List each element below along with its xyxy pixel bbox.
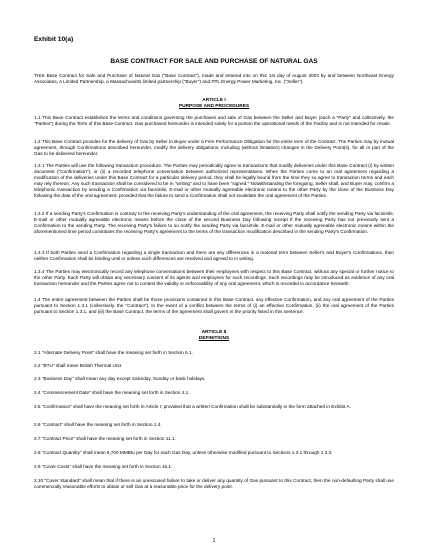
article-1-title: PURPOSE AND PROCEDURES (178, 104, 250, 109)
definition-2-2: 2.2 "BTU" shall mean British Thermal Unit. (34, 363, 123, 368)
section-1-2: 1.2 This Base Contract provides for the delivery of Gas by Seller to Buyer under a Firm Performance Obligation for the entire term of the Contract. The Parties may by mutual agreement, through Confirmations described hereunder, modify the delivery obligations, including (without limitation) changes in the Delivery Point(s), for all or part of the Gas to be delivered hereunder. (34, 139, 394, 156)
article-1-number: ARTICLE I (202, 98, 226, 103)
section-1-4: 1.4 The entire agreement between the Parties shall be those provisions contained in this Base Contract, any effective Confirmation, and any oral agreement of the Parties pursuant to Section 1.3.1 (collectively, the "Contract"). In the event of a conflict between the terms of (i) an effective Confirmation, (ii) the oral agreement of the Parties pursuant to Section 1.3.1, and (iii) the Base Contract, the terms of the agreement shall govern in the priority listed in this sentence. (34, 297, 394, 314)
section-1-3-3: 1.3.3 If both Parties send a Confirmation regarding a single transaction and there are any differences in a material term between Seller's and Buyer's Confirmations, then neither Confirmation shall be binding until or unless such differences are resolved and agreed to in writing. (34, 250, 394, 261)
page-number: 1 (212, 538, 216, 544)
definition-2-10: 2.10 "Cover Standard" shall mean that if there is an unexcused failure to take or deliver any quantity of Gas pursuant to this Contract, then the non-defaulting Party shall use commercially reasonable efforts to obtain or sell Gas at a reasonable price for the delivery point. (34, 478, 394, 489)
section-1-3-4: 1.3.4 The Parties may electronically record any telephone conversations between their employees with respect to this Base Contract, without any special or further notice to the other Party. Each Party will obtain any necessary consent of its agents and employees for such recordings. Such recordings may be introduced as evidence of any oral transaction hereunder and the Parties agree not to contest the validity or enforceability of any oral agreement, which is recorded in accordance herewith. (34, 269, 394, 286)
definition-2-3: 2.3 "Business Day" shall mean any day except Saturday, Sunday or bank holidays. (34, 376, 206, 381)
exhibit-label: Exhibit 10(a) (34, 36, 74, 43)
definition-2-8: 2.8 "Contract Quantity" shall mean 6,700 MMBtu per Day for each Gas Day, unless otherwise modified pursuant to Sections 1.3.1 through 1.3.3. (34, 450, 333, 455)
definition-2-6: 2.6 "Contract" shall have the meaning set forth in Section 1.4. (34, 422, 162, 427)
document-title: BASE CONTRACT FOR SALE AND PURCHASE OF NATURAL GAS (110, 58, 318, 65)
article-2-number: ARTICLE II (201, 330, 227, 335)
article-2-heading (0, 330, 428, 342)
article-2-title: DEFINITIONS (198, 336, 230, 341)
article-1-heading (0, 98, 428, 110)
section-1-3-1: 1.3.1 The Parties will use the following transaction procedure. The Parties may periodically agree to transactions that modify deliveries under this Base Contract (i) by written document ("Confirmation"), or (ii) a recorded telephone conversation between authorized representatives. When the Parties come to an oral agreement regarding a modification of the deliveries under this Base Contract for a particular delivery period, they shall be legally bound from the time they so agree to transaction terms and each may rely thereon. Any such transaction shall be considered to be in "writing" and to have been "signed." Notwithstanding the foregoing, Seller shall, and Buyer may, confirm a telephonic transaction by sending a Confirmation via facsimile, E-mail or other mutually agreeable electronic means to the other Party by the close of the Business Day following the date of the oral agreement; provided that the failure to send a Confirmation shall not invalidate the oral agreement of the Parties. (34, 163, 394, 198)
definition-2-9: 2.9 "Cover Costs" shall have the meaning set forth in Section 16.1. (34, 464, 173, 469)
section-1-3-2: 1.3.2 If a sending Party's Confirmation is contrary to the receiving Party's understanding of the oral agreement, the receiving Party shall notify the sending Party via facsimile, E-mail or other mutually agreeable electronic means before the close of the second Business Day following receipt if the receiving Party has not previously sent a Confirmation to the sending Party. The receiving Party's failure to so notify the sending Party via facsimile, E-mail or other mutually agreeable electronic means within the aforementioned time period constitutes the receiving Party's agreement to the terms of the transaction modification described in the sending Party's Confirmation. (34, 211, 394, 234)
intro-paragraph: THIS Base Contract for Sale and Purchase of Natural Gas ("Base Contract"), made and entered into on this 1st day of August 2003 by and between Northeast Energy Associates, A Limited Partnership, a Massachusetts limited partnership ("Buyer") and FPL Energy Power Marketing, Inc. ("Seller"). (34, 73, 394, 84)
section-1-1: 1.1 This Base Contract establishes the terms and conditions governing the purchases and sale of Gas between the Seller and Buyer (each a "Party" and collectively, the "Parties") during the Term of this Base Contract. Gas purchased hereunder is intended solely for a portion the operational needs of the Facility and is not intended for resale. (34, 115, 394, 126)
definition-2-4: 2.4 "Commencement Date" shall have the meaning set forth in Section 4.1. (34, 390, 190, 395)
definition-2-5: 2.5 "Confirmation" shall have the meaning set forth in Article I; provided that a written Confirmation shall be substantially in the form attached in Exhibit A. (34, 404, 351, 409)
definition-2-1: 2.1 "Alternate Delivery Point" shall have the meaning set forth in Section 6.1. (34, 350, 193, 355)
definition-2-7: 2.7 "Contract Price" shall have the meaning set forth in Section 11.1. (34, 436, 176, 441)
